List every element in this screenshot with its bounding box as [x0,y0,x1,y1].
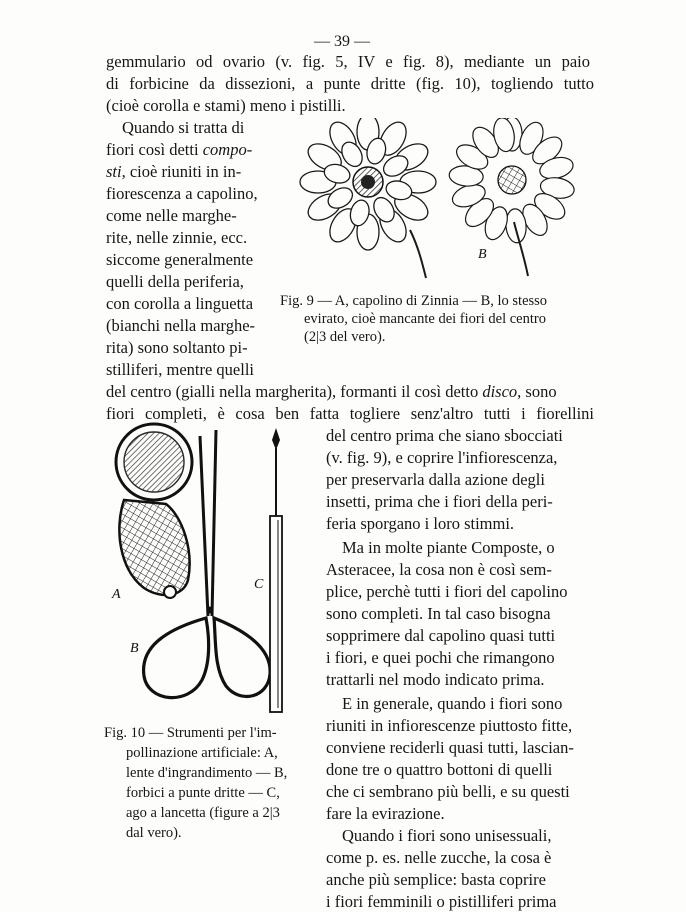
caption-text: Fig. 9 — A, capolino di Zinnia — B, lo stesso [280,293,548,309]
text: del centro (gialli nella margherita), formanti il così detto [106,382,479,401]
body-line: del centro prima che siano sbocciati [326,426,563,445]
body-line: come p. es. nelle zucche, la cosa è [326,848,552,867]
body-line: quelli della periferia, [106,272,244,291]
lancet-needle-c [270,428,282,712]
body-line: conviene reciderli quasi tutti, lascian- [326,738,574,757]
body-line: con corolla a linguetta [106,294,254,313]
body-line: i fiori, e quei pochi che rimangono [326,648,555,667]
fig9-caption-line [280,292,547,310]
body-line: feria sporgano i loro stimmi. [326,514,515,533]
magnifying-lens-a [116,424,192,598]
fig9-caption-line: evirato, cioè mancante dei fiori del centro [304,311,546,327]
body-line [106,140,252,160]
fig10-caption-line: ago a lancetta (figure a 2|3 [126,805,280,821]
body-line: di forbicine da dissezioni, a punte dritte (fig. 10), togliendo tutto [106,74,594,93]
body-line: stilliferi, mentre quelli [106,360,255,379]
body-line: (cioè corolla e stami) meno i pistilli. [106,96,346,115]
fig10-caption-line: pollinazione artificiale: A, [126,745,278,761]
fig9-caption-line: (2|3 del vero). [304,329,386,345]
fig9-illustration [292,118,594,282]
body-line: Ma in molte piante Composte, o [342,538,555,557]
italic-term: sti, [106,162,126,181]
body-line: rita) sono soltanto pi- [106,338,248,357]
body-line: Asteracee, la cosa non è così sem- [326,560,552,579]
fig10-caption-line: forbici a punte dritte — C, [126,785,280,801]
body-line: i fiori femminili o pistilliferi prima [326,892,557,911]
body-line: fiori completi, è cosa ben fatta togliere senz'altro tutti i fiorellini [106,404,594,423]
body-line [122,118,244,138]
body-line: plice, perchè tutti i fiori del capolino [326,582,568,601]
italic-term: compo- [202,140,253,159]
body-line: insetti, prima che i fiori della peri- [326,492,553,511]
body-line [106,382,594,402]
body-line: sopprimere dal capolino quasi tutti [326,626,556,645]
body-line: fiorescenza a capolino, [106,184,258,203]
fig9-label-b: B [478,247,487,262]
body-line: per preservarla dalla azione degli [326,470,545,489]
body-line [106,162,241,182]
body-line: E in generale, quando i fiori sono [342,694,563,713]
fig10-illustration [104,420,310,718]
body-line: fare la evirazione. [326,804,445,823]
text: fiori così detti [106,140,199,159]
body-line [106,360,478,380]
fig10-caption-line: Fig. 10 — Strumenti per l'im- [104,725,277,741]
fig10-caption-line: lente d'ingrandimento — B, [126,765,288,781]
body-line: come nelle marghe- [106,206,237,225]
body-line: riuniti in infiorescenze piuttosto fitte, [326,716,573,735]
text: cioè riuniti in in- [129,162,242,181]
body-line: done tre o quattro bottoni di quelli [326,760,553,779]
body-line: sono completi. In tal caso bisogna [326,604,551,623]
fig10-label-a: A [112,587,121,602]
body-line: gemmulario od ovario (v. fig. 5, IV e fig. 8), mediante un paio [106,52,590,71]
fig10-label-b: B [130,641,139,656]
body-line: trattarli nel modo indicato prima. [326,670,545,689]
body-line: rite, nelle zinnie, ecc. [106,228,248,247]
text: Quando si tratta di [122,118,245,137]
text: sono [525,382,557,401]
body-line: anche più semplice: basta coprire [326,870,546,889]
body-line: Quando i fiori sono unisessuali, [342,826,552,845]
body-line: (bianchi nella marghe- [106,316,256,335]
italic-term: disco, [482,382,522,401]
evirated-flower-b [448,118,575,276]
fig10-caption-line: dal vero). [126,825,182,841]
page-number: — 39 — [314,33,370,50]
body-line: (v. fig. 9), e coprire l'infiorescenza, [326,448,558,467]
body-line: che ci sembrano più belli, e su questi [326,782,570,801]
body-line: siccome generalmente [106,250,254,269]
zinnia-flower-a [300,118,436,278]
fig10-label-c: C [254,577,264,592]
